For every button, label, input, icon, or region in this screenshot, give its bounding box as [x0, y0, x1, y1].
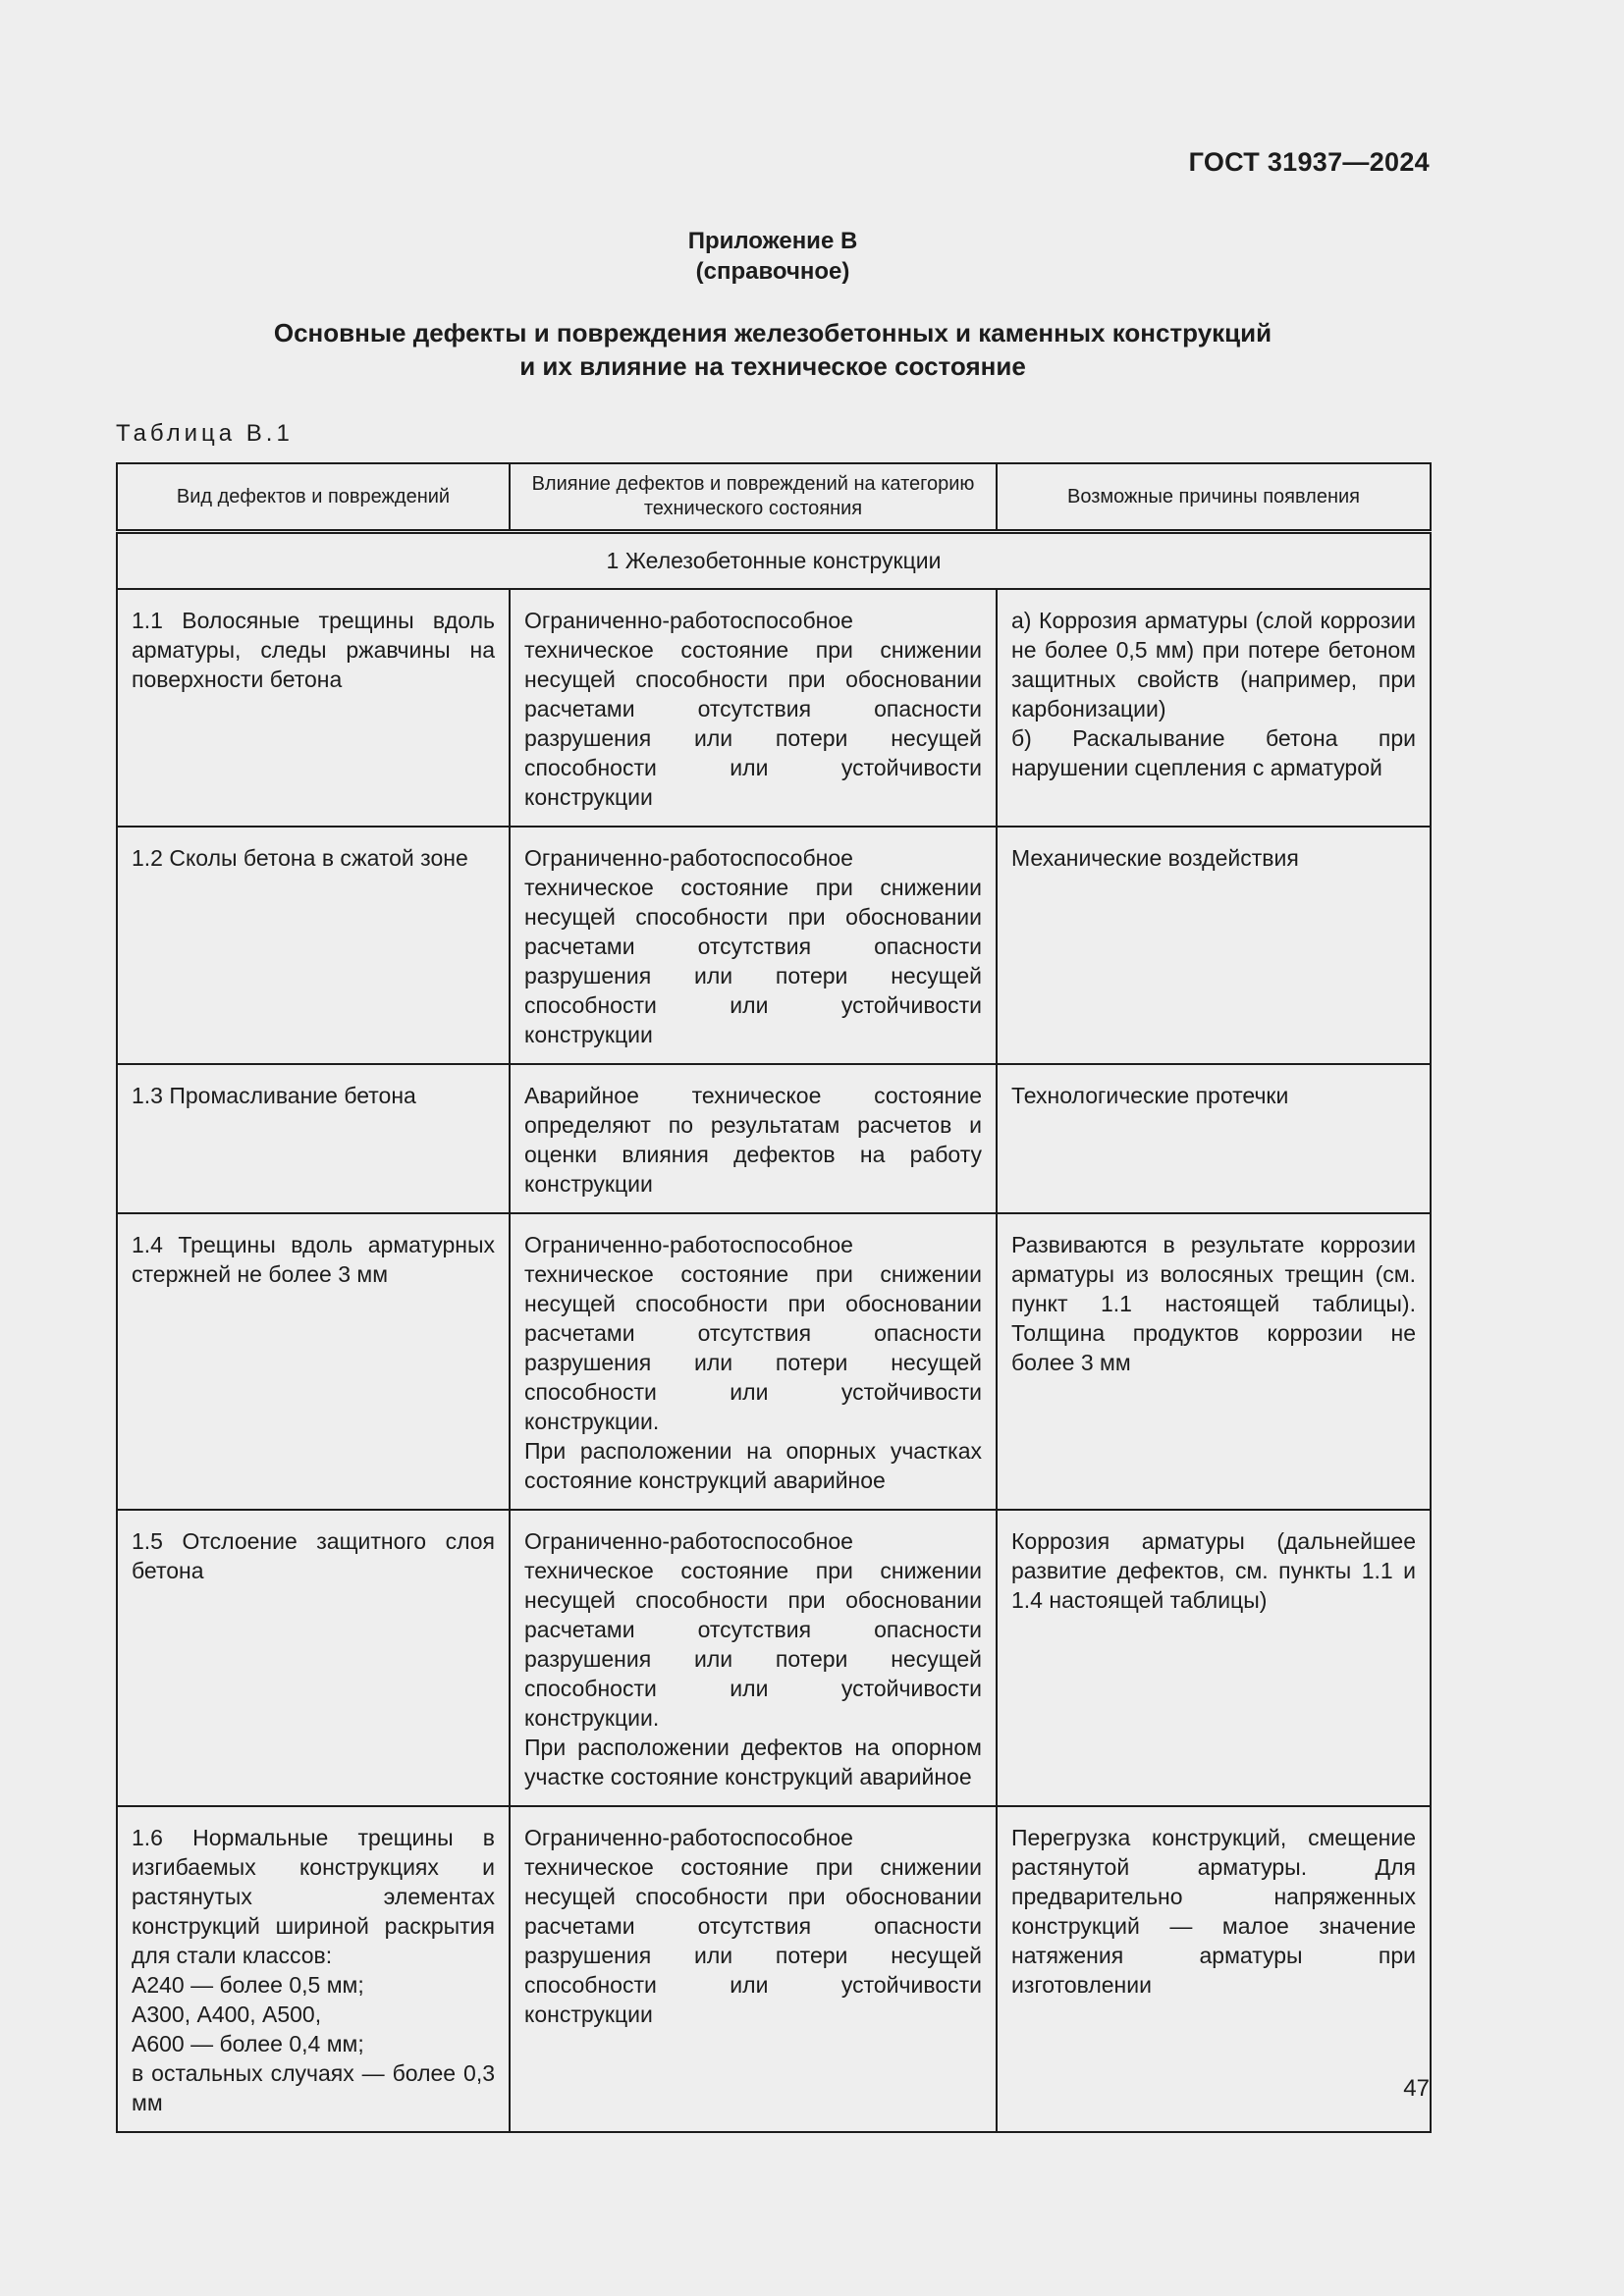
causes-cell: Коррозия арматуры (дальнейшее развитие дефектов, см. пункты 1.1 и 1.4 настоящей таблицы) [997, 1510, 1431, 1806]
influence-cell: Ограниченно-работоспособное техническое состояние при снижении несущей способности при обосновании расчетами отсутствия опасности разрушения или потери несущей способности или устойчивости конструкции [510, 827, 997, 1064]
influence-cell: Аварийное техническое состояние определяют по результатам расчетов и оценки влияния дефектов на работу конструкции [510, 1064, 997, 1213]
defect-cell: 1.3 Промасливание бетона [117, 1064, 510, 1213]
main-title-line-1: Основные дефекты и повреждения железобетонных и каменных конструкций [273, 318, 1272, 347]
causes-cell: Развиваются в результате коррозии арматуры из волосяных трещин (см. пункт 1.1 настоящей таблицы). Толщина продуктов коррозии не более 3 мм [997, 1213, 1431, 1510]
page-number: 47 [1403, 2075, 1430, 2102]
table-row [117, 1213, 1431, 1510]
influence-cell: Ограниченно-работоспособное техническое состояние при снижении несущей способности при обосновании расчетами отсутствия опасности разрушения или потери несущей способности или устойчивости конструкции. При расположении дефектов на опорном участке состояние конструкций аварийное [510, 1510, 997, 1806]
table-row [117, 1806, 1431, 2132]
section-title: 1 Железобетонные конструкции [117, 532, 1431, 590]
column-header-influence: Влияние дефектов и повреждений на категорию технического состояния [510, 463, 997, 532]
causes-cell: Механические воздействия [997, 827, 1431, 1064]
defect-cell: 1.4 Трещины вдоль арматурных стержней не более 3 мм [117, 1213, 510, 1510]
column-header-defect: Вид дефектов и повреждений [117, 463, 510, 532]
table-caption: Таблица В.1 [116, 420, 294, 447]
table-row [117, 827, 1431, 1064]
influence-cell: Ограниченно-работоспособное техническое состояние при снижении несущей способности при обосновании расчетами отсутствия опасности разрушения или потери несущей способности или устойчивости конструкции [510, 589, 997, 827]
causes-cell: Перегрузка конструкций, смещение растянутой арматуры. Для предварительно напряженных конструкций — малое значение натяжения арматуры при изготовлении [997, 1806, 1431, 2132]
causes-cell: Технологические протечки [997, 1064, 1431, 1213]
column-header-causes: Возможные причины появления [997, 463, 1431, 532]
defect-cell: 1.6 Нормальные трещины в изгибаемых конструкциях и растянутых элементах конструкций шириной раскрытия для стали классов: А240 — более 0,5 мм; А300, А400, А500, А600 — более 0,4 мм; в остальных случаях — более 0,3 мм [117, 1806, 510, 2132]
appendix-subtitle: (справочное) [695, 258, 850, 285]
appendix-heading [0, 226, 1545, 287]
main-title [0, 316, 1545, 383]
document-code: ГОСТ 31937—2024 [1188, 147, 1430, 177]
table-row [117, 1064, 1431, 1213]
influence-cell: Ограниченно-работоспособное техническое состояние при снижении несущей способности при обосновании расчетами отсутствия опасности разрушения или потери несущей способности или устойчивости конструкции [510, 1806, 997, 2132]
defect-cell: 1.2 Сколы бетона в сжатой зоне [117, 827, 510, 1064]
influence-cell: Ограниченно-работоспособное техническое состояние при снижении несущей способности при обосновании расчетами отсутствия опасности разрушения или потери несущей способности или устойчивости конструкции. При расположении на опорных участках состояние конструкций аварийное [510, 1213, 997, 1510]
appendix-title: Приложение В [687, 228, 858, 254]
main-title-line-2: и их влияние на техническое состояние [519, 351, 1026, 381]
defects-table [116, 462, 1432, 2133]
causes-cell: а) Коррозия арматуры (слой коррозии не более 0,5 мм) при потере бетоном защитных свойств (например, при карбонизации) б) Раскалывание бетона при нарушении сцепления с арматурой [997, 589, 1431, 827]
defect-cell: 1.1 Волосяные трещины вдоль арматуры, следы ржавчины на поверхности бетона [117, 589, 510, 827]
section-row [117, 532, 1431, 590]
table-row [117, 589, 1431, 827]
table-header-row [117, 463, 1431, 532]
table-row [117, 1510, 1431, 1806]
defect-cell: 1.5 Отслоение защитного слоя бетона [117, 1510, 510, 1806]
